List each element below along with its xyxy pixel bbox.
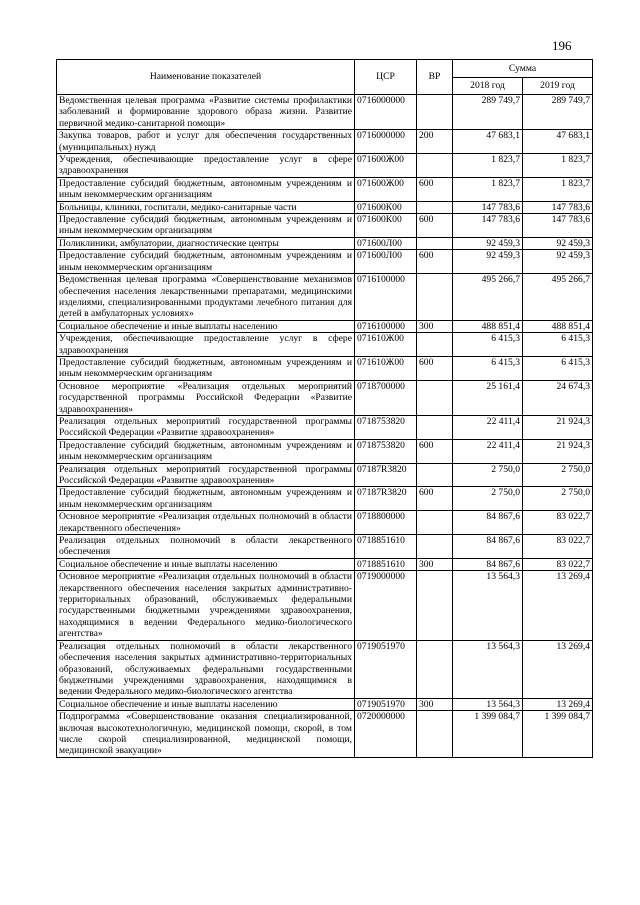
row-name-cell: Социальное обеспечение и иные выплаты населению	[57, 698, 355, 710]
row-vr-cell	[417, 274, 453, 321]
table-row	[57, 511, 593, 535]
row-sum-2019-cell: 147 783,6	[523, 214, 593, 238]
row-name-cell: Реализация отдельных полномочий в области лекарственного обеспечения	[57, 535, 355, 559]
row-vr-cell	[417, 415, 453, 439]
row-name-cell: Предоставление субсидий бюджетным, автономным учреждениям и иным некоммерческим организациям	[57, 177, 355, 201]
row-sum-2019-cell: 1 823,7	[523, 154, 593, 178]
row-csr-cell: 0718753820	[355, 439, 417, 463]
row-sum-2019-cell: 488 851,4	[523, 320, 593, 332]
row-name-cell: Подпрограмма «Совершенствование оказания специализированной, включая высокотехнологичную, медицинской помощи, скорой, в том числе скорой специализированной, медицинской помощи, медицинской эвакуации»	[57, 711, 355, 758]
row-csr-cell: 0716000000	[355, 95, 417, 130]
row-vr-cell: 300	[417, 558, 453, 570]
table-row	[57, 333, 593, 357]
row-csr-cell: 0720000000	[355, 711, 417, 758]
row-name-cell: Социальное обеспечение и иные выплаты населению	[57, 320, 355, 332]
row-name-cell: Учреждения, обеспечивающие предоставление услуг в сфере здравоохранения	[57, 333, 355, 357]
row-sum-2019-cell: 6 415,3	[523, 356, 593, 380]
row-vr-cell: 600	[417, 439, 453, 463]
table-row	[57, 154, 593, 178]
row-sum-2018-cell: 147 783,6	[453, 214, 523, 238]
row-name-cell: Основное мероприятие «Реализация отдельных мероприятий государственной программы Российской Федерации «Развитие здравоохранения»	[57, 380, 355, 415]
row-vr-cell	[417, 333, 453, 357]
row-name-cell: Предоставление субсидий бюджетным, автономным учреждениям и иным некоммерческим организациям	[57, 439, 355, 463]
row-name-cell: Предоставление субсидий бюджетным, автономным учреждениям и иным некоммерческим организациям	[57, 487, 355, 511]
table-row	[57, 415, 593, 439]
table-row	[57, 463, 593, 487]
row-sum-2018-cell: 84 867,6	[453, 535, 523, 559]
row-name-cell: Предоставление субсидий бюджетным, автономным учреждениям и иным некоммерческим организациям	[57, 250, 355, 274]
row-vr-cell	[417, 535, 453, 559]
row-sum-2018-cell: 13 564,3	[453, 698, 523, 710]
row-sum-2019-cell: 13 269,4	[523, 571, 593, 640]
row-csr-cell: 0718753820	[355, 415, 417, 439]
row-vr-cell: 300	[417, 698, 453, 710]
row-sum-2018-cell: 13 564,3	[453, 571, 523, 640]
row-name-cell: Предоставление субсидий бюджетным, автономным учреждениям и иным некоммерческим организациям	[57, 356, 355, 380]
table-row	[57, 640, 593, 698]
table-row	[57, 535, 593, 559]
row-sum-2018-cell: 1 823,7	[453, 177, 523, 201]
row-csr-cell: 0718700000	[355, 380, 417, 415]
row-name-cell: Реализация отдельных мероприятий государственной программы Российской Федерации «Развитие здравоохранения»	[57, 463, 355, 487]
row-sum-2018-cell: 22 411,4	[453, 415, 523, 439]
row-sum-2018-cell: 488 851,4	[453, 320, 523, 332]
table-row	[57, 130, 593, 154]
row-sum-2018-cell: 2 750,0	[453, 463, 523, 487]
row-csr-cell: 07187R3820	[355, 487, 417, 511]
row-sum-2018-cell: 84 867,6	[453, 511, 523, 535]
row-name-cell: Социальное обеспечение и иные выплаты населению	[57, 558, 355, 570]
table-row	[57, 439, 593, 463]
row-sum-2019-cell: 495 266,7	[523, 274, 593, 321]
row-sum-2018-cell: 13 564,3	[453, 640, 523, 698]
row-vr-cell: 200	[417, 130, 453, 154]
row-vr-cell	[417, 511, 453, 535]
row-sum-2018-cell: 6 415,3	[453, 333, 523, 357]
row-vr-cell: 600	[417, 356, 453, 380]
row-csr-cell: 071610Ж00	[355, 333, 417, 357]
row-sum-2019-cell: 6 415,3	[523, 333, 593, 357]
row-vr-cell: 600	[417, 250, 453, 274]
row-sum-2018-cell: 147 783,6	[453, 201, 523, 213]
header-name: Наименование показателей	[57, 60, 355, 95]
table-row	[57, 487, 593, 511]
header-year-2018: 2018 год	[453, 77, 523, 95]
row-vr-cell: 600	[417, 177, 453, 201]
row-csr-cell: 071600Ж00	[355, 154, 417, 178]
row-name-cell: Ведомственная целевая программа «Развитие системы профилактики заболеваний и формирование здорового образа жизни. Развитие первичной медико-санитарной помощи»	[57, 95, 355, 130]
table-body	[57, 95, 593, 758]
table-row	[57, 571, 593, 640]
row-vr-cell	[417, 95, 453, 130]
row-name-cell: Ведомственная целевая программа «Совершенствование механизмов обеспечения населения лекарственными препаратами, медицинскими изделиями, специализированными продуктами лечебного питания для детей в амбулаторных условиях»	[57, 274, 355, 321]
row-sum-2019-cell: 1 823,7	[523, 177, 593, 201]
table-row	[57, 177, 593, 201]
row-sum-2019-cell: 13 269,4	[523, 640, 593, 698]
row-csr-cell: 0719051970	[355, 640, 417, 698]
header-sum: Сумма	[453, 60, 593, 78]
row-sum-2019-cell: 92 459,3	[523, 237, 593, 249]
row-sum-2018-cell: 47 683,1	[453, 130, 523, 154]
table-row	[57, 558, 593, 570]
row-sum-2018-cell: 1 399 084,7	[453, 711, 523, 758]
row-vr-cell	[417, 380, 453, 415]
row-name-cell: Реализация отдельных мероприятий государственной программы Российской Федерации «Развитие здравоохранения»	[57, 415, 355, 439]
row-sum-2019-cell: 21 924,3	[523, 415, 593, 439]
page-number: 196	[552, 38, 572, 53]
row-sum-2019-cell: 24 674,3	[523, 380, 593, 415]
row-vr-cell: 600	[417, 487, 453, 511]
header-vr: ВР	[417, 60, 453, 95]
table-row	[57, 250, 593, 274]
table-row	[57, 380, 593, 415]
row-name-cell: Основное мероприятие «Реализация отдельных полномочий в области лекарственного обеспечения населения закрытых административно-территориальных образований, обслуживаемых федеральными государственными бюджетными учреждениями здравоохранения, находящимися в ведении Федерального медико-биологического агентства»	[57, 571, 355, 640]
row-sum-2019-cell: 21 924,3	[523, 439, 593, 463]
budget-table	[56, 59, 593, 758]
row-name-cell: Основное мероприятие «Реализация отдельных полномочий в области лекарственного обеспечения»	[57, 511, 355, 535]
row-sum-2019-cell: 83 022,7	[523, 558, 593, 570]
row-sum-2019-cell: 92 459,3	[523, 250, 593, 274]
row-sum-2019-cell: 289 749,7	[523, 95, 593, 130]
row-name-cell: Учреждения, обеспечивающие предоставление услуг в сфере здравоохранения	[57, 154, 355, 178]
row-vr-cell: 300	[417, 320, 453, 332]
row-sum-2019-cell: 83 022,7	[523, 511, 593, 535]
row-name-cell: Поликлиники, амбулатории, диагностические центры	[57, 237, 355, 249]
row-sum-2018-cell: 92 459,3	[453, 237, 523, 249]
header-csr: ЦСР	[355, 60, 417, 95]
row-sum-2018-cell: 22 411,4	[453, 439, 523, 463]
row-name-cell: Предоставление субсидий бюджетным, автономным учреждениям и иным некоммерческим организациям	[57, 214, 355, 238]
row-csr-cell: 07187R3820	[355, 463, 417, 487]
row-csr-cell: 0716000000	[355, 130, 417, 154]
row-csr-cell: 0718851610	[355, 535, 417, 559]
row-csr-cell: 0718800000	[355, 511, 417, 535]
row-sum-2019-cell: 2 750,0	[523, 487, 593, 511]
row-vr-cell	[417, 201, 453, 213]
row-sum-2018-cell: 495 266,7	[453, 274, 523, 321]
row-csr-cell: 0719051970	[355, 698, 417, 710]
row-sum-2018-cell: 92 459,3	[453, 250, 523, 274]
row-csr-cell: 0718851610	[355, 558, 417, 570]
row-sum-2019-cell: 1 399 084,7	[523, 711, 593, 758]
table-row	[57, 237, 593, 249]
row-csr-cell: 0719000000	[355, 571, 417, 640]
row-sum-2019-cell: 47 683,1	[523, 130, 593, 154]
row-csr-cell: 071600К00	[355, 214, 417, 238]
row-csr-cell: 071600Л00	[355, 237, 417, 249]
row-sum-2018-cell: 25 161,4	[453, 380, 523, 415]
table-row	[57, 201, 593, 213]
row-sum-2018-cell: 2 750,0	[453, 487, 523, 511]
row-csr-cell: 071600Ж00	[355, 177, 417, 201]
header-year-2019: 2019 год	[523, 77, 593, 95]
table-row	[57, 214, 593, 238]
row-name-cell: Реализация отдельных полномочий в области лекарственного обеспечения населения закрытых административно-территориальных образований, обслуживаемых федеральными государственными бюджетными учреждениями здравоохранения, находящимися в ведении Федерального медико-биологического агентства	[57, 640, 355, 698]
row-sum-2018-cell: 84 867,6	[453, 558, 523, 570]
row-csr-cell: 071610Ж00	[355, 356, 417, 380]
row-sum-2018-cell: 6 415,3	[453, 356, 523, 380]
row-vr-cell	[417, 237, 453, 249]
row-sum-2019-cell: 2 750,0	[523, 463, 593, 487]
row-sum-2018-cell: 1 823,7	[453, 154, 523, 178]
table-row	[57, 320, 593, 332]
row-vr-cell	[417, 154, 453, 178]
row-vr-cell	[417, 711, 453, 758]
table-row	[57, 698, 593, 710]
row-vr-cell	[417, 640, 453, 698]
row-sum-2019-cell: 13 269,4	[523, 698, 593, 710]
row-sum-2019-cell: 83 022,7	[523, 535, 593, 559]
row-csr-cell: 071600К00	[355, 201, 417, 213]
row-name-cell: Закупка товаров, работ и услуг для обеспечения государственных (муниципальных) нужд	[57, 130, 355, 154]
row-csr-cell: 071600Л00	[355, 250, 417, 274]
table-row	[57, 95, 593, 130]
row-csr-cell: 0716100000	[355, 320, 417, 332]
row-sum-2019-cell: 147 783,6	[523, 201, 593, 213]
row-vr-cell	[417, 463, 453, 487]
table-row	[57, 711, 593, 758]
row-csr-cell: 0716100000	[355, 274, 417, 321]
row-sum-2018-cell: 289 749,7	[453, 95, 523, 130]
row-vr-cell	[417, 571, 453, 640]
table-row	[57, 274, 593, 321]
row-vr-cell: 600	[417, 214, 453, 238]
row-name-cell: Больницы, клиники, госпитали, медико-санитарные части	[57, 201, 355, 213]
table-row	[57, 356, 593, 380]
